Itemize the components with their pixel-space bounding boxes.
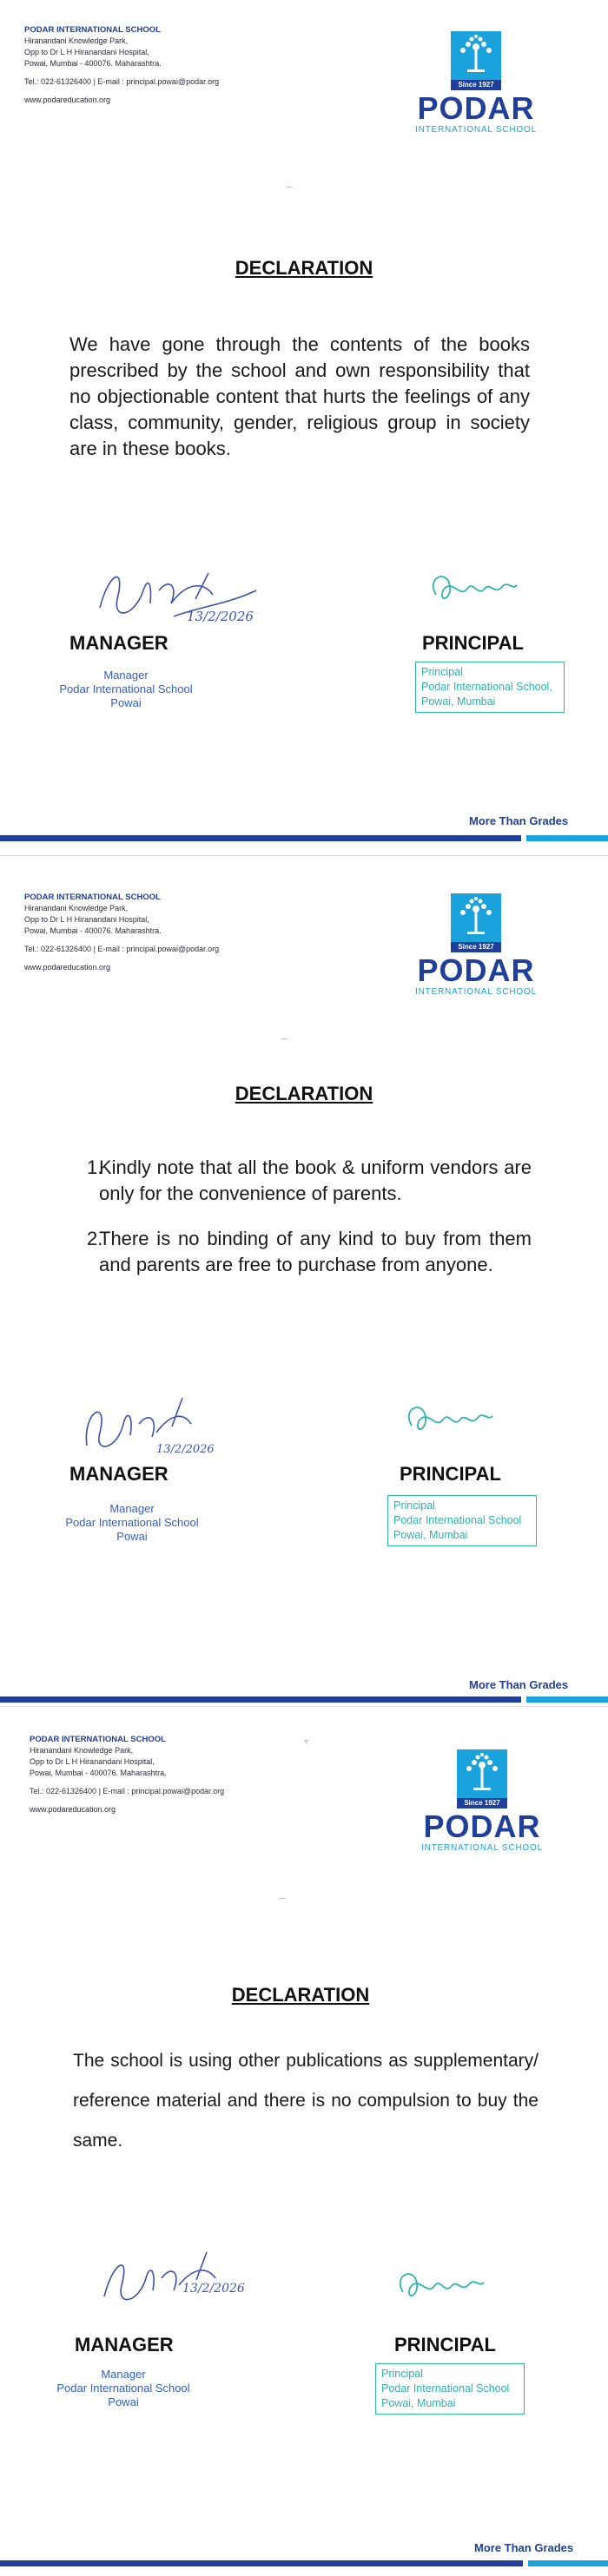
- letterhead-address: [24, 24, 219, 106]
- address-line: Opp to Dr L H Hiranandani Hospital,: [24, 915, 149, 924]
- logo-brand: PODAR: [417, 90, 535, 126]
- scan-mark-icon: ⌒: [285, 188, 294, 197]
- principal-signature-icon: [426, 564, 521, 616]
- scan-mark-icon: ⌒: [280, 1039, 288, 1049]
- manager-role: MANAGER: [69, 632, 169, 654]
- footer-bar-dark: [0, 1696, 521, 1703]
- logo-subtitle: INTERNATIONAL SCHOOL: [415, 125, 537, 135]
- principal-role: PRINCIPAL: [400, 1463, 501, 1485]
- footer-tagline: More Than Grades: [474, 2541, 574, 2554]
- footer-bar-light: [526, 835, 608, 841]
- letterhead-address: [24, 892, 219, 973]
- manager-role: MANAGER: [75, 2334, 174, 2355]
- list-item: 1. Kindly note that all the book & uniform vendors are only for the convenience of parents.: [87, 1156, 532, 1204]
- declaration-page-3: [0, 1706, 608, 2576]
- manager-role: MANAGER: [69, 1463, 169, 1485]
- letterhead-address: [30, 1734, 224, 1815]
- page-title: DECLARATION: [235, 257, 373, 279]
- page-title: DECLARATION: [231, 1984, 370, 2006]
- manager-stamp: Manager Podar International School Powai: [65, 1502, 199, 1543]
- declaration-list: [87, 1155, 532, 1297]
- address-line: Hiranandani Knowledge Park,: [24, 904, 129, 912]
- address-line: Hiranandani Knowledge Park,: [24, 36, 129, 45]
- declaration-paragraph: The school is using other publications as supplementary/ reference material and there is no compulsion to buy the same.: [73, 2051, 539, 2151]
- address-line: Powai, Mumbai - 400076. Maharashtra.: [30, 1769, 167, 1777]
- address-line: Powai, Mumbai - 400076. Maharashtra.: [24, 59, 162, 68]
- manager-signature-icon: [91, 556, 265, 634]
- logo-subtitle: INTERNATIONAL SCHOOL: [421, 1843, 543, 1853]
- tree-emblem-icon: [457, 1749, 507, 1798]
- school-name: PODAR INTERNATIONAL SCHOOL: [24, 25, 161, 35]
- principal-signature-icon: [401, 1395, 497, 1447]
- principal-role: PRINCIPAL: [394, 2334, 496, 2355]
- declaration-page-2: [0, 855, 608, 1706]
- contact-line: Tel.: 022-61326400 | E-mail : principal.powai@podar.org: [24, 945, 220, 953]
- logo-subtitle: INTERNATIONAL SCHOOL: [415, 987, 537, 997]
- svg-text:13/2/2026: 13/2/2026: [156, 1443, 215, 1456]
- principal-role: PRINCIPAL: [422, 632, 524, 654]
- principal-signature-icon: [393, 2262, 488, 2314]
- declaration-page-1: [0, 0, 608, 855]
- list-item: 2. There is no binding of any kind to buy from them and parents are free to purchase from anyone.: [87, 1228, 532, 1275]
- principal-stamp: Principal Podar International School, Powai, Mumbai: [415, 662, 565, 713]
- footer-bar-light: [528, 2560, 608, 2566]
- website-line: www.podareducation.org: [24, 96, 111, 104]
- address-line: Opp to Dr L H Hiranandani Hospital,: [30, 1757, 155, 1766]
- svg-text:13/2/2026: 13/2/2026: [187, 609, 254, 624]
- scan-mark-icon: ⌒: [278, 1899, 287, 1908]
- manager-stamp: Manager Podar International School Powai: [59, 669, 193, 709]
- page-title: DECLARATION: [235, 1083, 373, 1104]
- scan-mark-icon: ▿: [304, 1737, 309, 1747]
- principal-stamp: Principal Podar International School Powai, Mumbai: [387, 1495, 537, 1546]
- podar-logo: [404, 1749, 560, 1854]
- website-line: www.podareducation.org: [30, 1805, 116, 1814]
- footer-bar-dark: [0, 835, 521, 841]
- principal-stamp: Principal Podar International School Powai, Mumbai: [375, 2363, 525, 2415]
- footer-tagline: More Than Grades: [469, 1678, 569, 1691]
- footer-bar-dark: [0, 2560, 523, 2566]
- footer-tagline: More Than Grades: [469, 814, 569, 827]
- declaration-paragraph: We have gone through the contents of the books prescribed by the school and own responsibility that no objectionable content that hurts the feelings of any class, community, gender, religious group in society are in these books.: [69, 333, 530, 459]
- since-badge: Since 1927: [457, 1798, 507, 1808]
- website-line: www.podareducation.org: [24, 963, 111, 972]
- logo-brand: PODAR: [423, 1808, 541, 1844]
- podar-logo: [398, 893, 554, 998]
- tree-emblem-icon: [451, 31, 501, 80]
- svg-text:13/2/2026: 13/2/2026: [182, 2282, 245, 2296]
- since-badge: Since 1927: [451, 942, 501, 952]
- school-name: PODAR INTERNATIONAL SCHOOL: [30, 1735, 166, 1744]
- manager-signature-icon: [69, 1385, 217, 1463]
- logo-brand: PODAR: [417, 952, 535, 988]
- footer-bar-light: [526, 1696, 608, 1703]
- manager-stamp: Manager Podar International School Powai: [56, 2368, 190, 2408]
- manager-signature-icon: [96, 2240, 261, 2318]
- tree-emblem-icon: [451, 893, 501, 942]
- podar-logo: [398, 31, 554, 135]
- address-line: Powai, Mumbai - 400076. Maharashtra.: [24, 926, 162, 935]
- address-line: Opp to Dr L H Hiranandani Hospital,: [24, 48, 149, 56]
- contact-line: Tel.: 022-61326400 | E-mail : principal.powai@podar.org: [24, 77, 220, 86]
- contact-line: Tel.: 022-61326400 | E-mail : principal.powai@podar.org: [30, 1787, 225, 1795]
- since-badge: Since 1927: [451, 80, 501, 90]
- school-name: PODAR INTERNATIONAL SCHOOL: [24, 893, 161, 902]
- address-line: Hiranandani Knowledge Park,: [30, 1746, 134, 1755]
